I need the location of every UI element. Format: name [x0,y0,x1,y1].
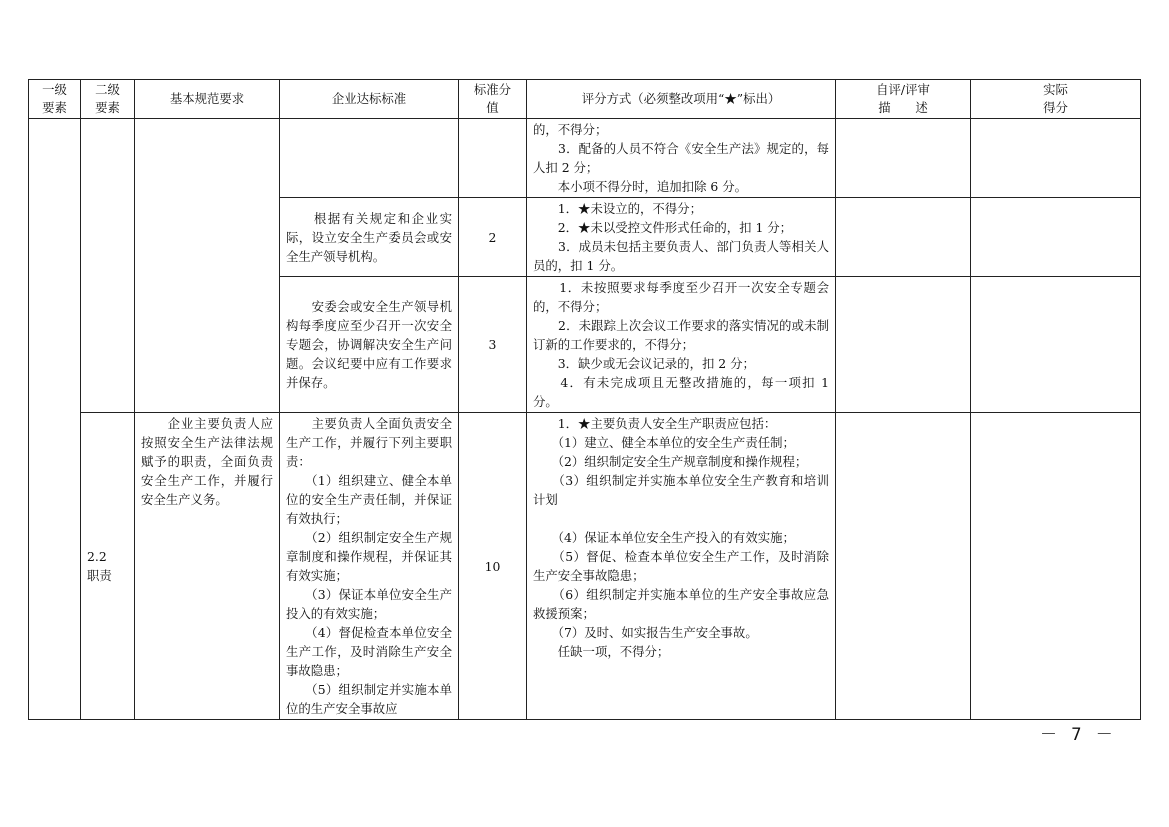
header-standard-score: 标准分 值 [459,80,527,119]
standard-score-cell [459,119,527,198]
actual-score-cell [971,277,1141,413]
header-basic-requirement: 基本规范要求 [135,80,280,119]
review-description-cell [836,277,971,413]
level1-cell [29,119,81,720]
scoring-method-cell: 1．★未设立的，不得分； 2．★未以受控文件形式任命的，扣 1 分； 3．成员未包括主要负责人、部门负责人等相关人员的，扣 1 分。 [527,198,836,277]
actual-score-cell [971,198,1141,277]
header-scoring-method: 评分方式（必须整改项用“★”标出） [527,80,836,119]
review-description-cell [836,198,971,277]
enterprise-standard-cell: 主要负责人全面负责安全生产工作，并履行下列主要职责： （1）组织建立、健全本单位的安全生产责任制，并保证有效执行； （2）组织制定安全生产规章制度和操作规程，并保证其有效实施； （3）保证本单位安全生产投入的有效实施； （4）督促检查本单位安全生产工作，及时消除生产安全事故隐患； （5）组织制定并实施本单位的生产安全事故应 [280,413,459,720]
scoring-method-cell: 1．未按照要求每季度至少召开一次安全专题会的，不得分； 2．未跟踪上次会议工作要求的落实情况的或未制订新的工作要求的，不得分； 3．缺少或无会议记录的，扣 2 分； 4．有未完成项且无整改措施的，每一项扣 1 分。 [527,277,836,413]
header-level1: 一级 要素 [29,80,81,119]
actual-score-cell [971,119,1141,198]
table-row [29,413,1141,720]
scoring-method-cell: 的，不得分； 3．配备的人员不符合《安全生产法》规定的，每人扣 2 分； 本小项不得分时，追加扣除 6 分。 [527,119,836,198]
scoring-method-cell: 1．★主要负责人安全生产职责应包括： （1）建立、健全本单位的安全生产责任制； （2）组织制定安全生产规章制度和操作规程； （3）组织制定并实施本单位安全生产教育和培训计划 （4）保证本单位安全生产投入的有效实施； （5）督促、检查本单位安全生产工作，及时消除生产安全事故隐患； （6）组织制定并实施本单位的生产安全事故应急救援预案； （7）及时、如实报告生产安全事故。 任缺一项，不得分； [527,413,836,720]
table-header-row [29,80,1141,119]
basic-requirement-cell [135,119,280,413]
header-review-description: 自评/评审 描 述 [836,80,971,119]
header-level2: 二级 要素 [81,80,135,119]
enterprise-standard-cell [280,119,459,198]
level2-cell [81,119,135,413]
standard-score-cell: 10 [459,413,527,720]
header-actual-score: 实际 得分 [971,80,1141,119]
basic-requirement-cell: 企业主要负责人应按照安全生产法律法规赋予的职责，全面负责安全生产工作，并履行安全生产义务。 [135,413,280,720]
actual-score-cell [971,413,1141,720]
standard-score-cell: 2 [459,198,527,277]
table-row [29,119,1141,198]
level2-cell: 2.2 职责 [81,413,135,720]
review-description-cell [836,119,971,198]
standards-table [28,79,1141,720]
header-enterprise-standard: 企业达标标准 [280,80,459,119]
review-description-cell [836,413,971,720]
page-number: － 7 － [1040,725,1115,745]
standard-score-cell: 3 [459,277,527,413]
enterprise-standard-cell: 根据有关规定和企业实际，设立安全生产委员会或安全生产领导机构。 [280,198,459,277]
enterprise-standard-cell: 安委会或安全生产领导机构每季度应至少召开一次安全专题会，协调解决安全生产问题。会议纪要中应有工作要求并保存。 [280,277,459,413]
